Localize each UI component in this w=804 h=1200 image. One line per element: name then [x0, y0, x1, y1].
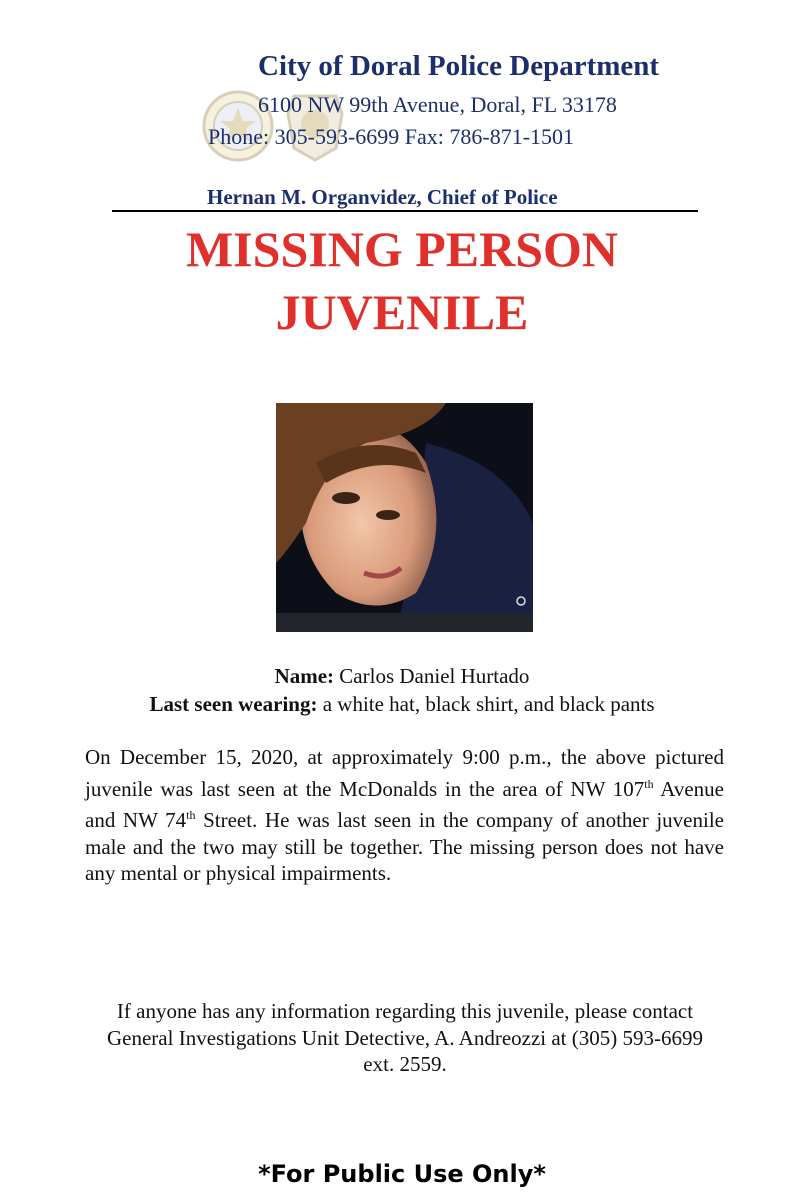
- header-divider: [112, 210, 698, 212]
- contact-detective: General Investigations Unit Detective, A. Andreozzi at (305) 593-6699 ext. 2559.: [107, 1025, 703, 1076]
- headline-missing-person: MISSING PERSON: [185, 221, 619, 277]
- contact-info: [100, 998, 710, 1078]
- missing-person-photo: [276, 403, 533, 632]
- subject-clothing-line: [0, 692, 804, 717]
- department-name: City of Doral Police Department: [258, 50, 660, 82]
- department-phone-fax: Phone: 305-593-6699 Fax: 786-871-1501: [208, 124, 575, 149]
- wearing-label: Last seen wearing:: [149, 692, 318, 716]
- contact-request: If anyone has any information regarding this juvenile, please contact: [116, 999, 694, 1023]
- incident-description: On December 15, 2020, at approximately 9:00 p.m., the above pictured juvenile was last seen at the McDonalds in the area of NW 107th Avenue and NW 74th Street. He was last seen in the company of another juvenile male and the two may still be together. The missing person does not have any mental or physical impairments.: [85, 745, 724, 885]
- subject-name-line: [0, 664, 804, 689]
- subject-clothing: a white hat, black shirt, and black pants: [322, 692, 655, 716]
- department-address: 6100 NW 99th Avenue, Doral, FL 33178: [258, 92, 617, 117]
- public-use-notice: *For Public Use Only*: [258, 1160, 546, 1188]
- headline-juvenile: JUVENILE: [275, 284, 529, 340]
- subject-name: Carlos Daniel Hurtado: [339, 664, 530, 688]
- name-label: Name:: [274, 664, 335, 688]
- chief-of-police: Hernan M. Organvidez, Chief of Police: [207, 185, 558, 209]
